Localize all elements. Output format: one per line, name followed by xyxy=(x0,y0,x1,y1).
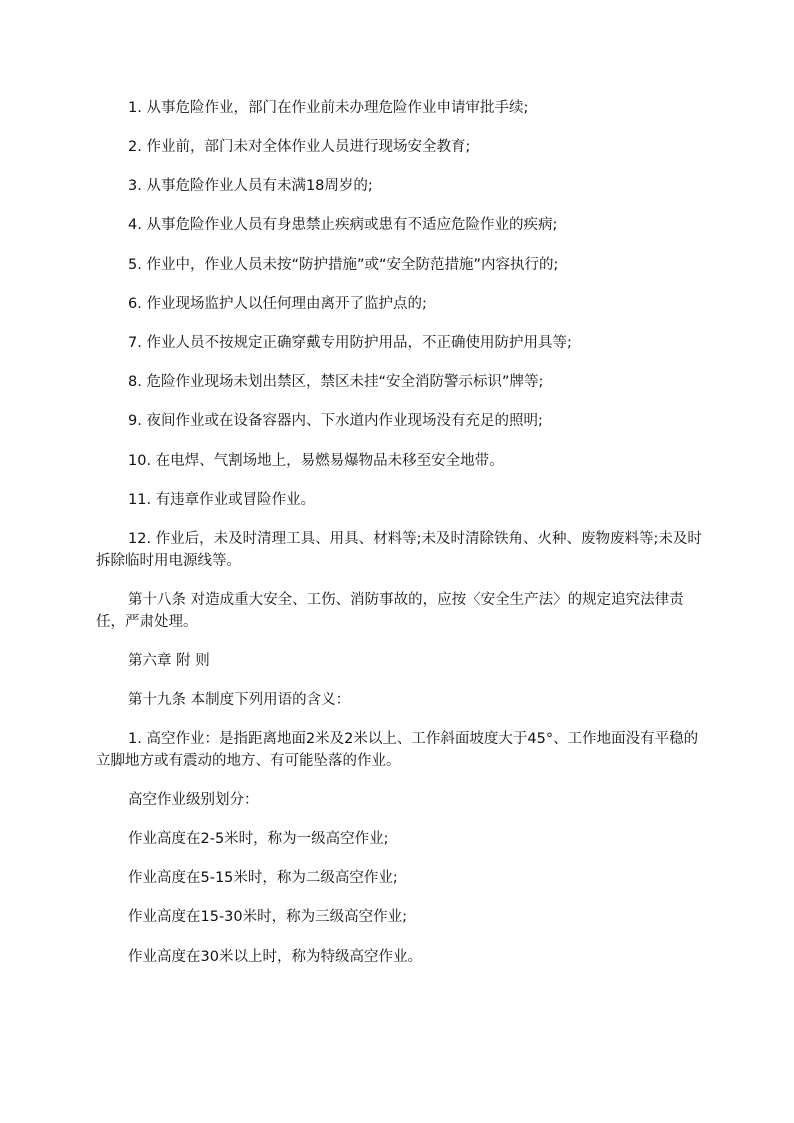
item-7: 7. 作业人员不按规定正确穿戴专用防护用品，不正确使用防护用具等; xyxy=(128,335,572,351)
level-1-line: 作业高度在2-5米时，称为一级高空作业; xyxy=(128,831,389,847)
item-12: 12. 作业后，未及时清理工具、用具、材料等;未及时清除铁角、火种、废物废料等;未及时拆除临时用电源线等。 xyxy=(96,531,702,569)
item-8: 8. 危险作业现场未划出禁区，禁区未挂“安全消防警示标识”牌等; xyxy=(128,374,544,390)
item-1: 1. 从事危险作业，部门在作业前未办理危险作业申请审批手续; xyxy=(128,100,529,116)
item-11: 11. 有违章作业或冒险作业。 xyxy=(128,492,316,508)
item-10: 10. 在电焊、气割场地上，易燃易爆物品未移至安全地带。 xyxy=(128,453,504,469)
classification-heading: 高空作业级别划分： xyxy=(128,792,259,808)
chapter-6-heading: 第六章 附 则 xyxy=(128,653,210,669)
special-level-line: 作业高度在30米以上时，称为特级高空作业。 xyxy=(128,949,422,965)
item-2: 2. 作业前，部门未对全体作业人员进行现场安全教育; xyxy=(128,139,471,155)
item-9: 9. 夜间作业或在设备容器内、下水道内作业现场没有充足的照明; xyxy=(128,413,543,429)
item-4: 4. 从事危险作业人员有身患禁止疾病或患有不适应危险作业的疾病; xyxy=(128,217,558,233)
article-19: 第十九条 本制度下列用语的含义： xyxy=(128,692,351,708)
item-3: 3. 从事危险作业人员有未满18周岁的; xyxy=(128,178,373,194)
level-2-line: 作业高度在5-15米时，称为二级高空作业; xyxy=(128,870,398,886)
item-5: 5. 作业中，作业人员未按“防护措施”或“安全防范措施”内容执行的; xyxy=(128,257,559,273)
definition-high-altitude-work: 1. 高空作业：是指距离地面2米及2米以上、工作斜面坡度大于45°、工作地面没有平稳的立脚地方或有震动的地方、有可能坠落的作业。 xyxy=(96,731,699,769)
article-18: 第十八条 对造成重大安全、工伤、消防事故的，应按〈安全生产法〉的规定追究法律责任，严肃处理。 xyxy=(96,592,684,630)
item-6: 6. 作业现场监护人以任何理由离开了监护点的; xyxy=(128,296,427,312)
level-3-line: 作业高度在15-30米时，称为三级高空作业; xyxy=(128,909,408,925)
